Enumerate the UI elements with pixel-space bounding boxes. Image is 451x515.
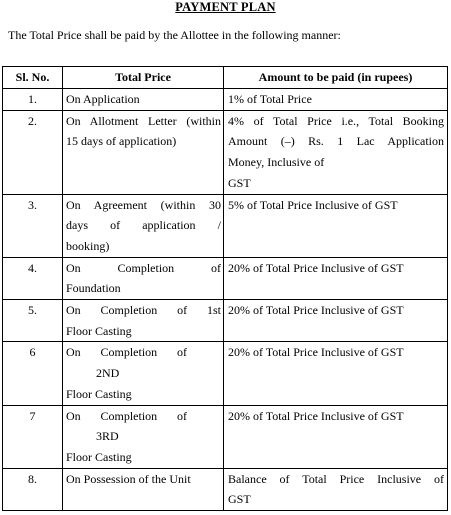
stage-cell xyxy=(63,89,224,111)
header-total-price: Total Price xyxy=(63,67,224,89)
amount-line: 20% of Total Price Inclusive of GST xyxy=(228,345,404,360)
table-row xyxy=(3,257,448,299)
document-title xyxy=(0,0,451,15)
table-row xyxy=(3,342,448,405)
intro-paragraph: The Total Price shall be paid by the Allottee in the following manner: xyxy=(8,28,341,42)
table-row xyxy=(3,405,448,468)
stage-line: Floor Casting xyxy=(66,386,132,401)
stage-line: Floor Casting xyxy=(66,449,132,464)
stage-line: days of application / xyxy=(66,218,221,233)
stage-line: Floor Casting xyxy=(66,323,132,338)
sl-no-cell: 8. xyxy=(3,468,63,510)
stage-line: 15 days of application) xyxy=(66,134,177,149)
stage-line: Foundation xyxy=(66,281,121,296)
stage-line: On Application xyxy=(66,92,140,106)
amount-cell xyxy=(224,405,448,468)
amount-cell xyxy=(224,300,448,342)
stage-line: On Completion of xyxy=(66,345,187,360)
table-header-row xyxy=(3,67,448,89)
stage-cell xyxy=(63,257,224,299)
amount-line: 1% of Total Price xyxy=(228,92,312,106)
stage-cell xyxy=(63,300,224,342)
amount-cell xyxy=(224,89,448,111)
sl-no-cell: 3. xyxy=(3,194,63,257)
stage-line: On Allotment Letter (within xyxy=(66,113,221,128)
table-row xyxy=(3,194,448,257)
sl-no-cell: 4. xyxy=(3,257,63,299)
amount-cell xyxy=(224,257,448,299)
payment-plan-table xyxy=(2,66,448,511)
payment-plan-heading: PAYMENT PLAN xyxy=(175,0,276,14)
amount-line: 5% of Total Price Inclusive of GST xyxy=(228,197,398,212)
stage-line: On Completion of xyxy=(66,260,221,275)
amount-cell xyxy=(224,194,448,257)
sl-no-cell: 1. xyxy=(3,89,63,111)
stage-cell xyxy=(63,194,224,257)
amount-line: 20% of Total Price Inclusive of GST xyxy=(228,303,404,318)
amount-cell xyxy=(224,342,448,405)
stage-line: On Agreement (within 30 xyxy=(66,197,221,212)
amount-line: Money, Inclusive of xyxy=(228,155,325,170)
header-sl-no: Sl. No. xyxy=(3,67,63,89)
stage-cell xyxy=(63,110,224,194)
sl-no-cell: 6 xyxy=(3,342,63,405)
sl-no-cell: 7 xyxy=(3,405,63,468)
sl-no-cell: 5. xyxy=(3,300,63,342)
amount-cell xyxy=(224,468,448,510)
amount-line: Amount (–) Rs. 1 Lac Application xyxy=(228,134,444,149)
stage-cell xyxy=(63,468,224,510)
stage-cell xyxy=(63,342,224,405)
amount-line: Balance of Total Price Inclusive of xyxy=(228,471,444,486)
stage-line: booking) xyxy=(66,238,110,253)
amount-line: GST xyxy=(228,175,251,190)
header-amount: Amount to be paid (in rupees) xyxy=(224,67,448,89)
amount-line: 20% of Total Price Inclusive of GST xyxy=(228,408,404,423)
table-row xyxy=(3,110,448,194)
amount-line: 20% of Total Price Inclusive of GST xyxy=(228,260,404,275)
stage-line: On Possession of the Unit xyxy=(66,471,191,486)
amount-cell xyxy=(224,110,448,194)
amount-line: 4% of Total Price i.e., Total Booking xyxy=(228,113,444,128)
table-row xyxy=(3,300,448,342)
stage-line: On Completion of xyxy=(66,408,187,423)
stage-line: 3RD xyxy=(96,429,119,444)
stage-line: 2ND xyxy=(96,366,120,381)
amount-line: GST xyxy=(228,492,251,507)
sl-no-cell: 2. xyxy=(3,110,63,194)
table-row xyxy=(3,89,448,111)
table-row xyxy=(3,468,448,510)
stage-line: On Completion of 1st xyxy=(66,303,221,318)
stage-cell xyxy=(63,405,224,468)
